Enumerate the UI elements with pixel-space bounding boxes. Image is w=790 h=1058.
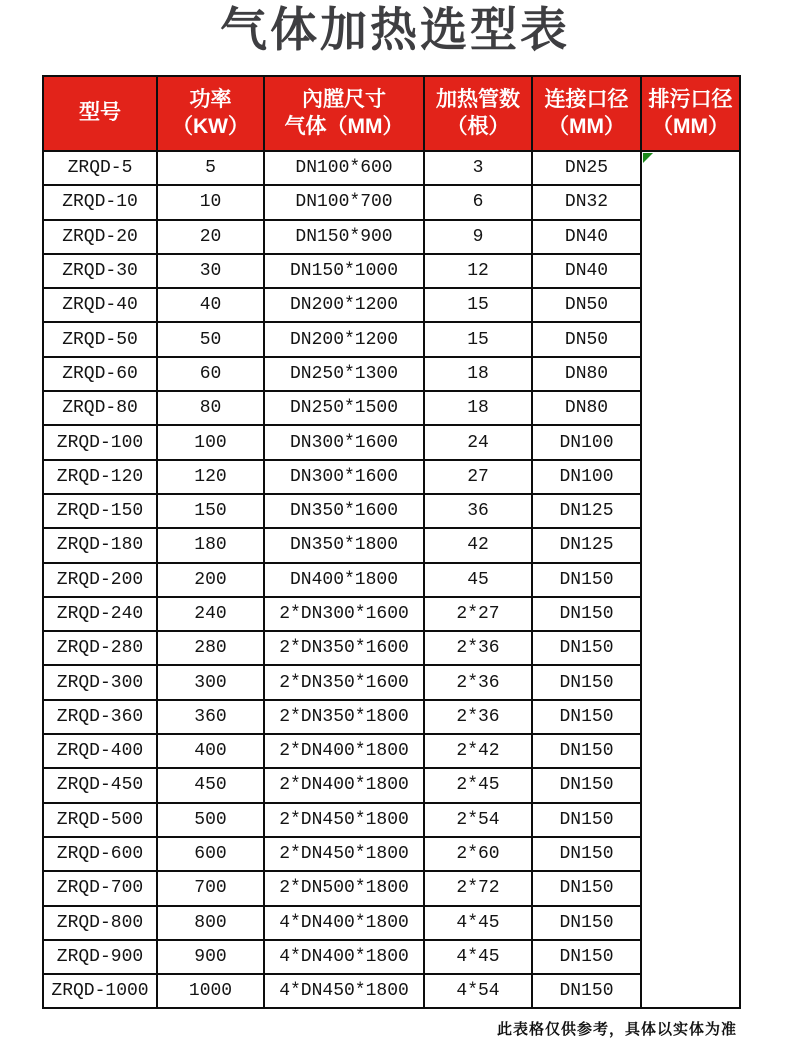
header-label: （MM）	[548, 114, 625, 138]
chamber-size-cell: DN350*1600	[264, 494, 424, 528]
connection-cell: DN125	[532, 528, 641, 562]
tube-count-cell: 4*54	[424, 974, 532, 1008]
table-row	[43, 768, 740, 802]
selection-table-container	[42, 75, 739, 1009]
model-cell: ZRQD-20	[43, 220, 157, 254]
connection-cell: DN50	[532, 322, 641, 356]
table-row	[43, 185, 740, 219]
power-cell: 180	[157, 528, 264, 562]
model-cell: ZRQD-80	[43, 391, 157, 425]
power-cell: 30	[157, 254, 264, 288]
power-cell: 400	[157, 734, 264, 768]
table-row	[43, 597, 740, 631]
table-row	[43, 871, 740, 905]
table-row	[43, 665, 740, 699]
tube-count-cell: 27	[424, 460, 532, 494]
model-cell: ZRQD-300	[43, 665, 157, 699]
model-cell: ZRQD-40	[43, 288, 157, 322]
connection-cell: DN25	[532, 151, 641, 185]
table-row	[43, 803, 740, 837]
table-row	[43, 254, 740, 288]
model-cell: ZRQD-800	[43, 906, 157, 940]
col-header-power	[157, 76, 264, 151]
tube-count-cell: 36	[424, 494, 532, 528]
tube-count-cell: 4*45	[424, 906, 532, 940]
power-cell: 5	[157, 151, 264, 185]
chamber-size-cell: 2*DN350*1800	[264, 700, 424, 734]
model-cell: ZRQD-30	[43, 254, 157, 288]
chamber-size-cell: DN150*900	[264, 220, 424, 254]
chamber-size-cell: 2*DN500*1800	[264, 871, 424, 905]
tube-count-cell: 2*36	[424, 700, 532, 734]
chamber-size-cell: 2*DN300*1600	[264, 597, 424, 631]
table-row	[43, 357, 740, 391]
col-header-tube-count	[424, 76, 532, 151]
power-cell: 20	[157, 220, 264, 254]
model-cell: ZRQD-50	[43, 322, 157, 356]
chamber-size-cell: 4*DN400*1800	[264, 940, 424, 974]
power-cell: 280	[157, 631, 264, 665]
model-cell: ZRQD-360	[43, 700, 157, 734]
model-cell: ZRQD-280	[43, 631, 157, 665]
table-row	[43, 940, 740, 974]
power-cell: 1000	[157, 974, 264, 1008]
chamber-size-cell: DN300*1600	[264, 425, 424, 459]
header-label: （根）	[446, 114, 510, 138]
table-row	[43, 425, 740, 459]
model-cell: ZRQD-100	[43, 425, 157, 459]
table-row	[43, 322, 740, 356]
tube-count-cell: 6	[424, 185, 532, 219]
connection-cell: DN150	[532, 803, 641, 837]
tube-count-cell: 42	[424, 528, 532, 562]
chamber-size-cell: DN200*1200	[264, 322, 424, 356]
tube-count-cell: 2*36	[424, 665, 532, 699]
connection-cell: DN150	[532, 871, 641, 905]
table-row	[43, 220, 740, 254]
connection-cell: DN50	[532, 288, 641, 322]
tube-count-cell: 45	[424, 563, 532, 597]
model-cell: ZRQD-150	[43, 494, 157, 528]
chamber-size-cell: DN250*1300	[264, 357, 424, 391]
power-cell: 300	[157, 665, 264, 699]
connection-cell: DN150	[532, 700, 641, 734]
tube-count-cell: 2*45	[424, 768, 532, 802]
tube-count-cell: 2*27	[424, 597, 532, 631]
header-label: 功率	[189, 88, 232, 112]
header-label: （KW）	[172, 114, 249, 138]
table-row	[43, 974, 740, 1008]
model-cell: ZRQD-600	[43, 837, 157, 871]
table-row	[43, 734, 740, 768]
chamber-size-cell: DN200*1200	[264, 288, 424, 322]
gas-heater-selection-table	[42, 75, 741, 1009]
model-cell: ZRQD-900	[43, 940, 157, 974]
model-cell: ZRQD-450	[43, 768, 157, 802]
table-row	[43, 700, 740, 734]
power-cell: 450	[157, 768, 264, 802]
tube-count-cell: 18	[424, 391, 532, 425]
chamber-size-cell: 2*DN450*1800	[264, 837, 424, 871]
model-cell: ZRQD-1000	[43, 974, 157, 1008]
tube-count-cell: 15	[424, 322, 532, 356]
col-header-connection	[532, 76, 641, 151]
power-cell: 150	[157, 494, 264, 528]
chamber-size-cell: 2*DN450*1800	[264, 803, 424, 837]
connection-cell: DN150	[532, 665, 641, 699]
table-row	[43, 460, 740, 494]
table-row	[43, 151, 740, 185]
model-cell: ZRQD-120	[43, 460, 157, 494]
model-cell: ZRQD-700	[43, 871, 157, 905]
model-cell: ZRQD-200	[43, 563, 157, 597]
chamber-size-cell: DN300*1600	[264, 460, 424, 494]
footer-note: 此表格仅供参考，具体以实体为准	[496, 1021, 737, 1038]
header-label: （MM）	[652, 114, 729, 138]
model-cell: ZRQD-240	[43, 597, 157, 631]
table-row	[43, 391, 740, 425]
connection-cell: DN125	[532, 494, 641, 528]
drain-column-merged-cell	[641, 151, 740, 1008]
table-row	[43, 837, 740, 871]
model-cell: ZRQD-180	[43, 528, 157, 562]
chamber-size-cell: 4*DN450*1800	[264, 974, 424, 1008]
table-row	[43, 906, 740, 940]
tube-count-cell: 18	[424, 357, 532, 391]
header-label: 加热管数	[436, 88, 520, 112]
connection-cell: DN150	[532, 940, 641, 974]
power-cell: 100	[157, 425, 264, 459]
power-cell: 800	[157, 906, 264, 940]
tube-count-cell: 2*36	[424, 631, 532, 665]
chamber-size-cell: DN250*1500	[264, 391, 424, 425]
connection-cell: DN150	[532, 631, 641, 665]
tube-count-cell: 2*42	[424, 734, 532, 768]
cell-corner-marker	[643, 153, 653, 163]
power-cell: 500	[157, 803, 264, 837]
model-cell: ZRQD-10	[43, 185, 157, 219]
chamber-size-cell: DN400*1800	[264, 563, 424, 597]
chamber-size-cell: 2*DN400*1800	[264, 768, 424, 802]
tube-count-cell: 15	[424, 288, 532, 322]
table-row	[43, 631, 740, 665]
chamber-size-cell: DN350*1800	[264, 528, 424, 562]
header-row	[43, 76, 740, 151]
tube-count-cell: 12	[424, 254, 532, 288]
connection-cell: DN150	[532, 906, 641, 940]
connection-cell: DN150	[532, 974, 641, 1008]
tube-count-cell: 24	[424, 425, 532, 459]
connection-cell: DN150	[532, 768, 641, 802]
table-row	[43, 494, 740, 528]
tube-count-cell: 2*54	[424, 803, 532, 837]
col-header-drain	[641, 76, 740, 151]
header-label: 连接口径	[544, 88, 629, 112]
chamber-size-cell: 4*DN400*1800	[264, 906, 424, 940]
col-header-model	[43, 76, 157, 151]
header-label: 內膛尺寸	[302, 88, 386, 112]
header-label: 气体（MM）	[284, 114, 404, 138]
connection-cell: DN150	[532, 837, 641, 871]
model-cell: ZRQD-500	[43, 803, 157, 837]
tube-count-cell: 3	[424, 151, 532, 185]
power-cell: 240	[157, 597, 264, 631]
model-cell: ZRQD-400	[43, 734, 157, 768]
page-title: 气体加热选型表	[220, 3, 570, 56]
power-cell: 700	[157, 871, 264, 905]
connection-cell: DN150	[532, 597, 641, 631]
connection-cell: DN150	[532, 563, 641, 597]
power-cell: 200	[157, 563, 264, 597]
chamber-size-cell: 2*DN350*1600	[264, 631, 424, 665]
chamber-size-cell: DN100*600	[264, 151, 424, 185]
power-cell: 80	[157, 391, 264, 425]
connection-cell: DN100	[532, 425, 641, 459]
table-row	[43, 563, 740, 597]
table-row	[43, 288, 740, 322]
connection-cell: DN40	[532, 220, 641, 254]
chamber-size-cell: 2*DN400*1800	[264, 734, 424, 768]
tube-count-cell: 2*72	[424, 871, 532, 905]
power-cell: 900	[157, 940, 264, 974]
power-cell: 60	[157, 357, 264, 391]
power-cell: 10	[157, 185, 264, 219]
model-cell: ZRQD-5	[43, 151, 157, 185]
col-header-chamber-size	[264, 76, 424, 151]
connection-cell: DN100	[532, 460, 641, 494]
table-header	[43, 76, 740, 151]
connection-cell: DN150	[532, 734, 641, 768]
header-label: 排污口径	[648, 88, 733, 112]
tube-count-cell: 2*60	[424, 837, 532, 871]
table-row	[43, 528, 740, 562]
power-cell: 360	[157, 700, 264, 734]
chamber-size-cell: 2*DN350*1600	[264, 665, 424, 699]
power-cell: 120	[157, 460, 264, 494]
power-cell: 600	[157, 837, 264, 871]
connection-cell: DN80	[532, 357, 641, 391]
connection-cell: DN32	[532, 185, 641, 219]
chamber-size-cell: DN100*700	[264, 185, 424, 219]
header-label: 型号	[79, 101, 121, 125]
model-cell: ZRQD-60	[43, 357, 157, 391]
chamber-size-cell: DN150*1000	[264, 254, 424, 288]
tube-count-cell: 4*45	[424, 940, 532, 974]
power-cell: 50	[157, 322, 264, 356]
power-cell: 40	[157, 288, 264, 322]
connection-cell: DN40	[532, 254, 641, 288]
tube-count-cell: 9	[424, 220, 532, 254]
table-body	[43, 151, 740, 1008]
connection-cell: DN80	[532, 391, 641, 425]
